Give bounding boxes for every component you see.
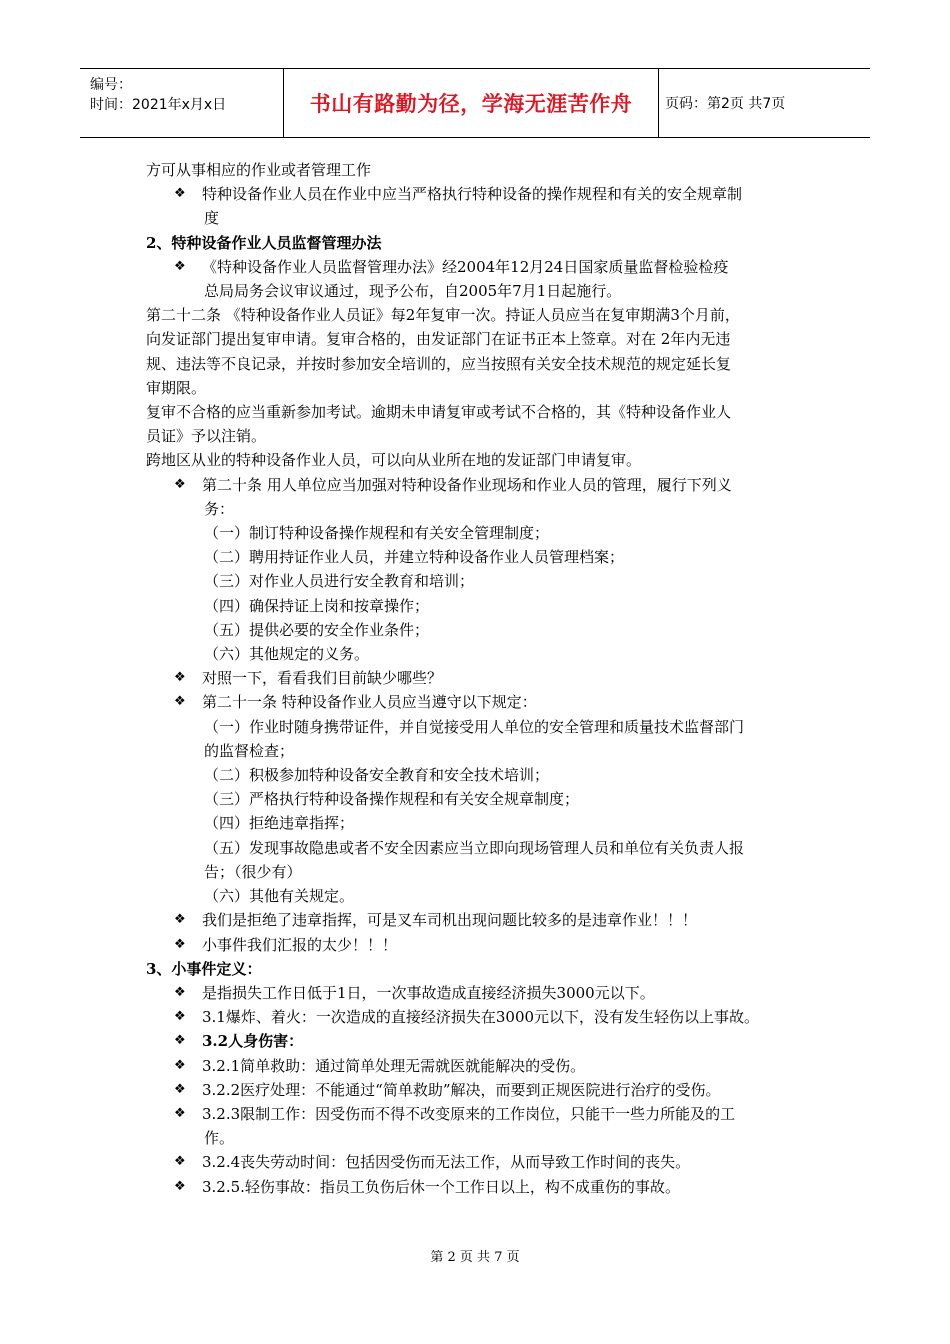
list-item: （三）对作业人员进行安全教育和培训； — [204, 572, 475, 591]
list-item: 的监督检查； — [204, 741, 295, 760]
bullet-item: ❖ 第二十一条 特种设备作业人员应当遵守以下规定： — [146, 690, 826, 714]
page-header — [80, 68, 870, 138]
bullet-item: ❖ 3.2人身伤害： — [146, 1029, 826, 1053]
header-meta — [80, 69, 283, 137]
bullet-item: ❖ 3.2.3限制工作：因受伤而不得不改变原来的工作岗位，只能干一些力所能及的工 — [146, 1102, 826, 1126]
list-item: （四）拒绝违章指挥； — [204, 814, 355, 833]
list-item: （二）积极参加特种设备安全教育和安全技术培训； — [204, 766, 550, 785]
list-item: 告；（很少有） — [204, 862, 302, 881]
header-motto: 书山有路勤为径，学海无涯苦作舟 — [283, 69, 659, 137]
document-number: 编号： — [90, 77, 132, 93]
paragraph: 审期限。 — [146, 378, 207, 397]
list-item: （五）提供必要的安全作业条件； — [204, 620, 430, 639]
bullet-item: ❖ 3.2.2医疗处理：不能通过“简单救助”解决，而要到正规医院进行治疗的受伤。 — [146, 1078, 826, 1102]
bullet-item: ❖ 第二十条 用人单位应当加强对特种设备作业现场和作业人员的管理，履行下列义 — [146, 473, 826, 497]
diamond-bullet-icon: ❖ — [174, 670, 186, 686]
paragraph: 向发证部门提出复审申请。复审合格的，由发证部门在证书正本上签章。对在 2年内无违 — [146, 330, 731, 349]
page-footer: 第 2 页 共 7 页 — [430, 1250, 520, 1265]
list-item: （一）制订特种设备操作规程和有关安全管理制度； — [204, 524, 550, 543]
bullet-item: ❖ 3.1爆炸、着火：一次造成的直接经济损失在3000元以下，没有发生轻伤以上事故。 — [146, 1005, 826, 1029]
paragraph: 度 — [204, 209, 220, 228]
list-item: （三）严格执行特种设备操作规程和有关安全规章制度； — [204, 790, 580, 809]
bullet-item: ❖ 3.2.1简单救助：通过简单处理无需就医就能解决的受伤。 — [146, 1054, 826, 1078]
bullet-item: ❖ 小事件我们汇报的太少！！！ — [146, 933, 826, 957]
bullet-item: ❖ 3.2.4丧失劳动时间：包括因受伤而无法工作，从而导致工作时间的丧失。 — [146, 1150, 826, 1174]
list-item: （五）发现事故隐患或者不安全因素应当立即向现场管理人员和单位有关负责人报 — [204, 838, 745, 857]
diamond-bullet-icon: ❖ — [174, 1009, 186, 1025]
document-date: 时间：2021年x月x日 — [90, 97, 227, 113]
diamond-bullet-icon: ❖ — [174, 694, 186, 710]
diamond-bullet-icon: ❖ — [174, 1081, 186, 1097]
list-item: （四）确保持证上岗和按章操作； — [204, 596, 430, 615]
header-page-number: 页码：第2页 共7页 — [665, 96, 786, 112]
bullet-item: ❖ 我们是拒绝了违章指挥，可是叉车司机出现问题比较多的是违章作业！！！ — [146, 908, 826, 932]
diamond-bullet-icon: ❖ — [174, 1033, 186, 1049]
bullet-item: ❖ 3.2.5.轻伤事故：指员工负伤后休一个工作日以上，构不成重伤的事故。 — [146, 1175, 826, 1199]
paragraph: 作。 — [204, 1129, 235, 1148]
list-item: （二）聘用持证作业人员，并建立特种设备作业人员管理档案； — [204, 548, 625, 567]
diamond-bullet-icon: ❖ — [174, 1105, 186, 1121]
bullet-item: ❖ 是指损失工作日低于1日，一次事故造成直接经济损失3000元以下。 — [146, 981, 826, 1005]
list-item: （六）其他有关规定。 — [204, 887, 355, 906]
paragraph: 跨地区从业的特种设备作业人员，可以向从业所在地的发证部门申请复审。 — [146, 451, 642, 470]
document-body — [146, 158, 826, 1199]
paragraph: 员证》予以注销。 — [146, 427, 267, 446]
diamond-bullet-icon: ❖ — [174, 476, 186, 492]
bullet-item: ❖ 《特种设备作业人员监督管理办法》经2004年12月24日国家质量监督检验检疫 — [146, 255, 826, 279]
bullet-item: ❖ 特种设备作业人员在作业中应当严格执行特种设备的操作规程和有关的安全规章制 — [146, 182, 826, 206]
bullet-item: ❖ 对照一下，看看我们目前缺少哪些？ — [146, 666, 826, 690]
section-heading: 2、特种设备作业人员监督管理办法 — [146, 233, 382, 252]
diamond-bullet-icon: ❖ — [174, 186, 186, 202]
diamond-bullet-icon: ❖ — [174, 912, 186, 928]
diamond-bullet-icon: ❖ — [174, 1057, 186, 1073]
paragraph: 总局局务会议审议通过，现予公布，自2005年7月1日起施行。 — [204, 282, 622, 301]
diamond-bullet-icon: ❖ — [174, 984, 186, 1000]
list-item: （一）作业时随身携带证件，并自觉接受用人单位的安全管理和质量技术监督部门 — [204, 717, 745, 736]
diamond-bullet-icon: ❖ — [174, 258, 186, 274]
paragraph: 方可从事相应的作业或者管理工作 — [146, 161, 372, 179]
diamond-bullet-icon: ❖ — [174, 1178, 186, 1194]
paragraph: 规、违法等不良记录，并按时参加安全培训的，应当按照有关安全技术规范的规定延长复 — [146, 354, 732, 373]
paragraph: 第二十二条 《特种设备作业人员证》每2年复审一次。持证人员应当在复审期满3个月前， — [146, 306, 740, 325]
diamond-bullet-icon: ❖ — [174, 1154, 186, 1170]
paragraph: 务： — [204, 499, 235, 518]
diamond-bullet-icon: ❖ — [174, 936, 186, 952]
section-heading: 3、小事件定义： — [146, 959, 262, 978]
list-item: （六）其他规定的义务。 — [204, 645, 370, 664]
paragraph: 复审不合格的应当重新参加考试。逾期未申请复审或考试不合格的，其《特种设备作业人 — [146, 403, 732, 422]
